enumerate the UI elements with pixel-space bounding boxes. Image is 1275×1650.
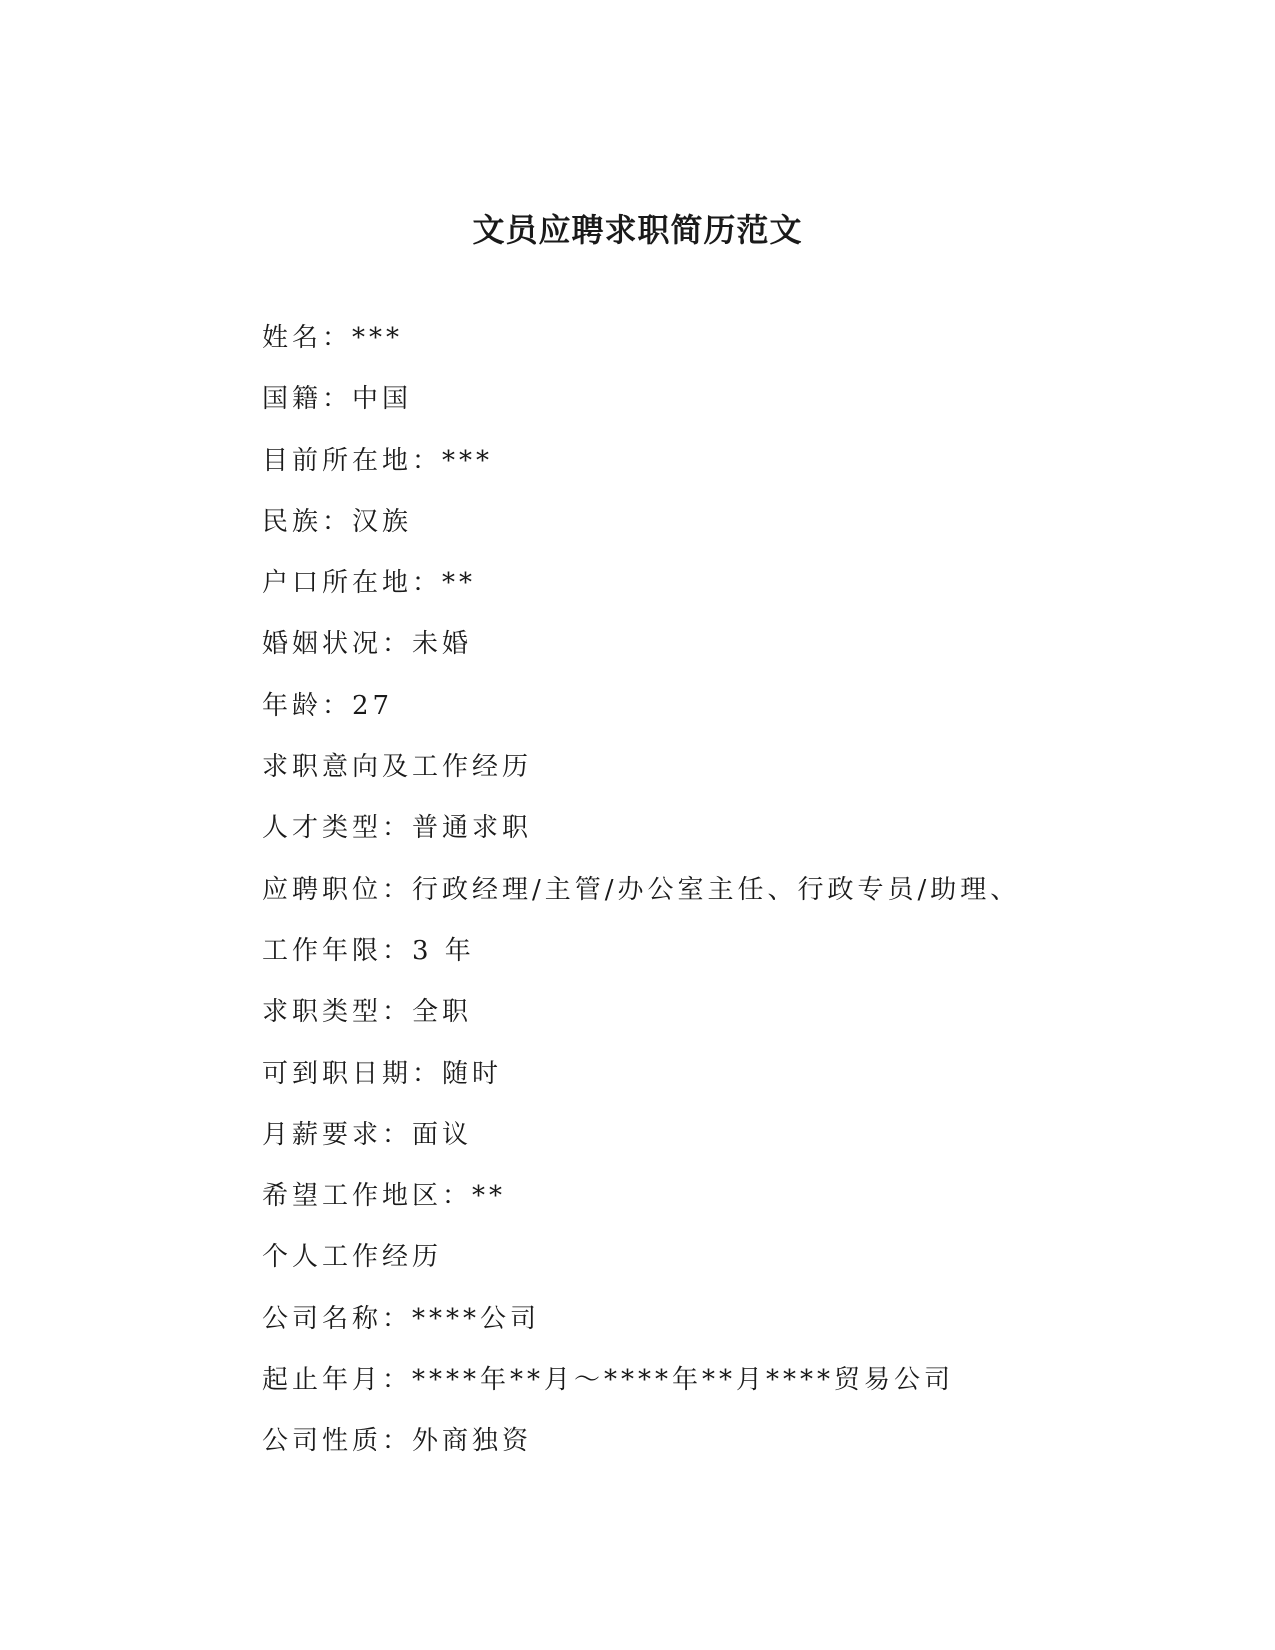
field-company-type: 公司性质：外商独资 [262,1426,533,1457]
field-nationality: 国籍：中国 [262,384,413,415]
field-years-of-work: 工作年限：3 年 [262,935,475,966]
field-current-location: 目前所在地：*** [262,445,494,476]
field-age: 年龄：27 [262,690,394,721]
section-heading-job-intention: 求职意向及工作经历 [262,752,533,783]
field-available-date: 可到职日期：随时 [262,1058,503,1089]
field-name: 姓名：*** [262,323,404,353]
field-marital-status: 婚姻状况：未婚 [262,629,473,660]
field-household-registration: 户口所在地：** [262,568,477,599]
field-employment-period: 起止年月：****年**月～****年**月****贸易公司 [262,1365,955,1396]
field-company-name: 公司名称：****公司 [262,1303,541,1334]
section-heading-work-experience: 个人工作经历 [262,1242,443,1273]
resume-fields [262,318,1162,1483]
document-title: 文员应聘求职简历范文 [472,211,803,249]
field-preferred-work-area: 希望工作地区：** [262,1181,507,1212]
field-talent-type: 人才类型：普通求职 [262,813,533,844]
field-salary-requirement: 月薪要求：面议 [262,1119,473,1150]
field-ethnicity: 民族：汉族 [262,506,413,537]
field-job-type: 求职类型：全职 [262,997,473,1028]
field-applied-position: 应聘职位：行政经理/主管/办公室主任、行政专员/助理、 [262,874,1021,905]
